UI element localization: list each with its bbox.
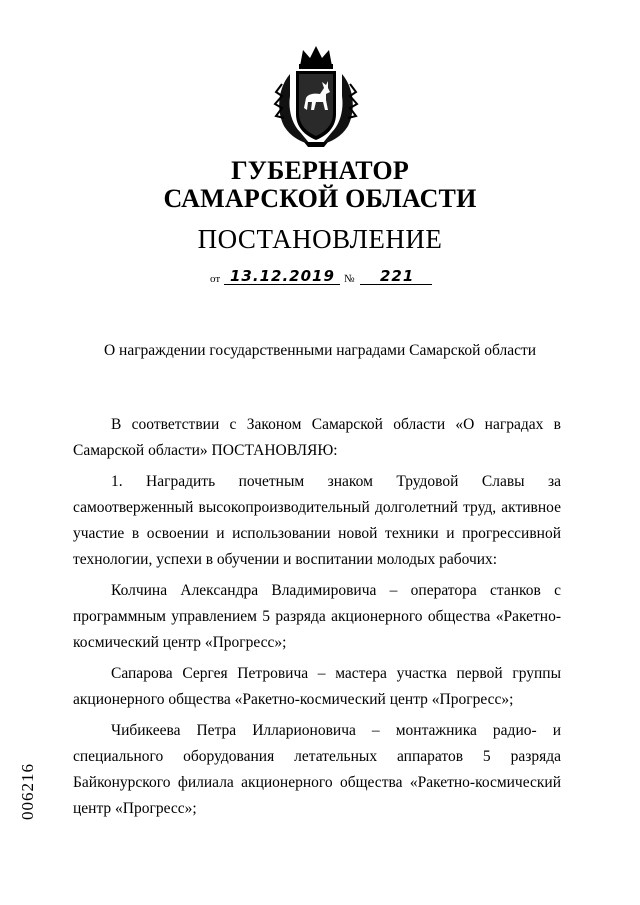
date-number-line [210, 266, 440, 288]
document-subject: О награждении государственными наградами Самарской области [103, 342, 537, 359]
side-stamp-number: 006216 [18, 763, 37, 820]
document-body [73, 412, 561, 822]
number-label: № [344, 273, 355, 285]
date-handwritten: 13.12.2019 [230, 267, 335, 285]
org-title-line2: САМАРСКОЙ ОБЛАСТИ [163, 184, 477, 213]
paragraph-awardee-2: Сапарова Сергея Петровича – мастера участка первой группы акционерного общества «Ракетно-космический центр «Прогресс»; [73, 665, 561, 708]
org-title-line1: ГУБЕРНАТОР [231, 156, 409, 185]
date-from-label: от [210, 273, 221, 285]
number-handwritten: 221 [380, 267, 415, 285]
paragraph-preamble: В соответствии с Законом Самарской области «О наградах в Самарской области» ПОСТАНОВЛЯЮ: [73, 416, 561, 459]
paragraph-awardee-3: Чибикеева Петра Илларионовича – монтажника радио- и специального оборудования летательных аппаратов 5 разряда Байконурского филиала акционерного общества «Ракетно-космический центр «Прогресс»; [73, 722, 561, 817]
paragraph-item-1: 1. Наградить почетным знаком Трудовой Славы за самоотверженный высокопроизводительный долголетний труд, активное участие в освоении и использовании новой техники и прогрессивной технологии, успехи в обучении и воспитании молодых рабочих: [73, 473, 561, 568]
paragraph-awardee-1: Колчина Александра Владимировича – оператора станков с программным управлением 5 разряда акционерного общества «Ракетно-космический центр «Прогресс»; [73, 582, 561, 651]
coat-of-arms-emblem [270, 44, 362, 148]
document-type-title: ПОСТАНОВЛЕНИЕ [197, 224, 443, 254]
